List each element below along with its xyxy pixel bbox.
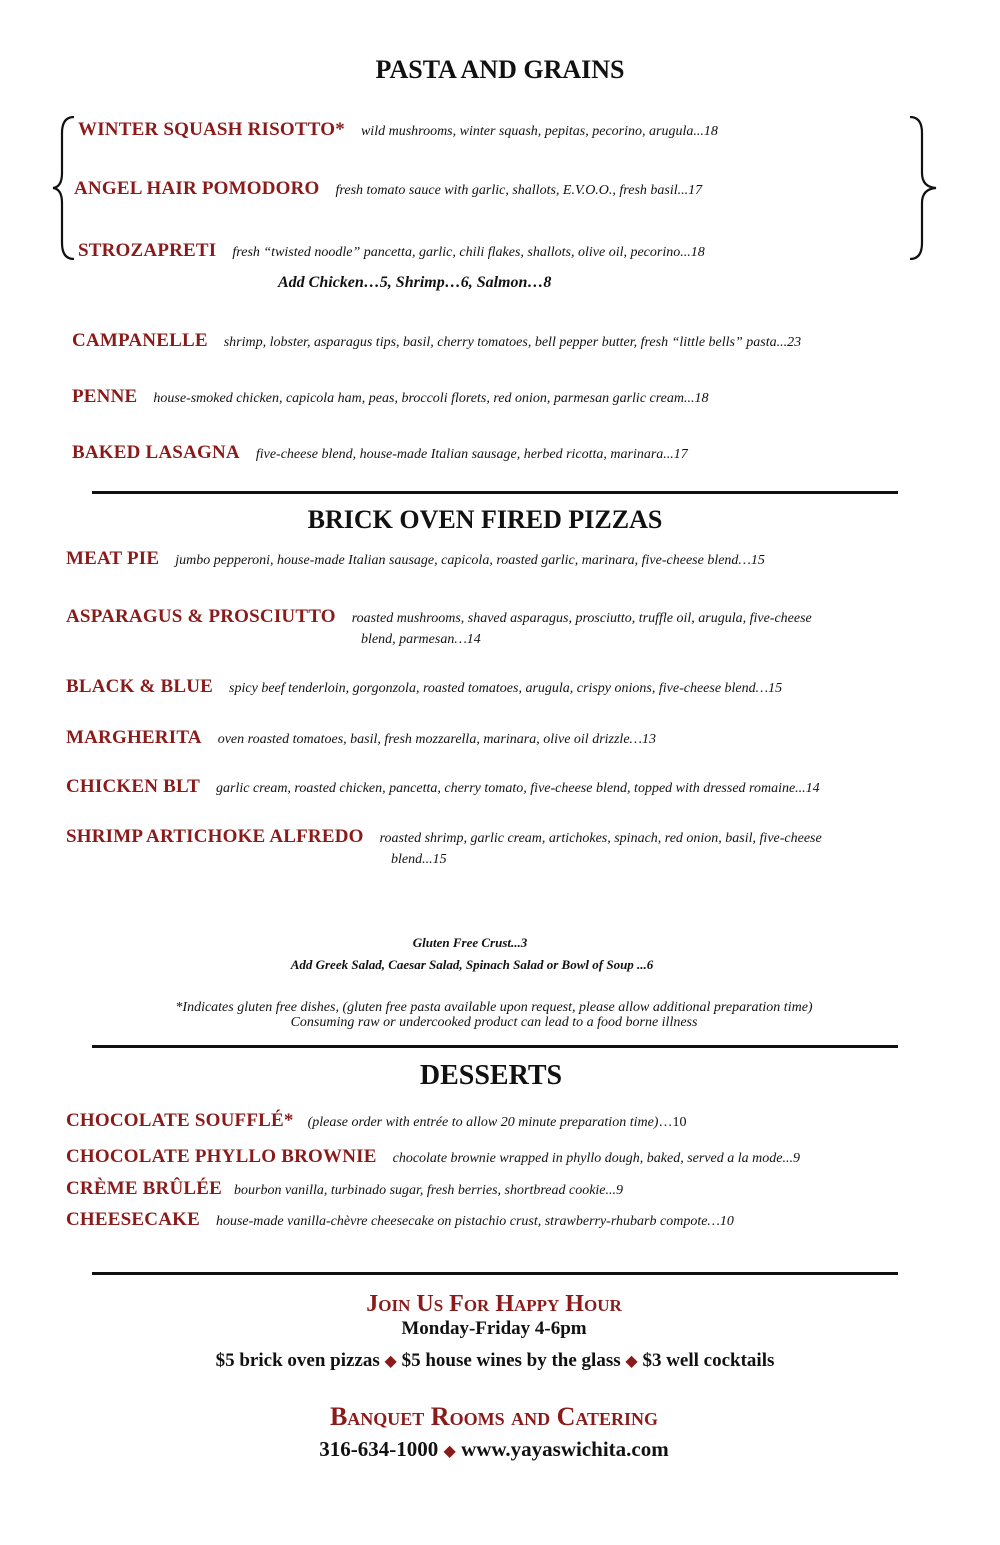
menu-item <box>72 386 709 408</box>
menu-item <box>66 1209 734 1231</box>
item-name: SHRIMP ARTICHOKE ALFREDO <box>66 826 364 847</box>
gluten-free-crust: Gluten Free Crust...3 <box>412 935 528 950</box>
happy-hour-heading: Join Us For Happy Hour <box>366 1291 622 1317</box>
item-desc: roasted shrimp, garlic cream, artichokes, spinach, red onion, basil, five-cheese <box>379 831 822 846</box>
add-salad-note: Add Greek Salad, Caesar Salad, Spinach Salad or Bowl of Soup ...6 <box>290 957 654 972</box>
right-brace-icon <box>906 115 940 261</box>
happy-hour-deals <box>0 1350 995 1372</box>
item-desc: bourbon vanilla, turbinado sugar, fresh berries, shortbread cookie...9 <box>234 1183 624 1198</box>
item-desc: jumbo pepperoni, house-made Italian sausage, capicola, roasted garlic, marinara, five-cheese blend…15 <box>175 553 765 568</box>
menu-item <box>66 606 812 628</box>
item-name: ANGEL HAIR POMODORO <box>74 178 320 199</box>
item-name: CRÈME BRÛLÉE <box>66 1178 223 1199</box>
section-divider <box>92 1045 898 1048</box>
item-desc: fresh “twisted noodle” pancetta, garlic, chili flakes, shallots, olive oil, pecorino...18 <box>232 245 705 260</box>
item-price: …10 <box>658 1115 687 1130</box>
menu-item <box>66 676 782 698</box>
item-desc: house-smoked chicken, capicola ham, peas, broccoli florets, red onion, parmesan garlic cream...18 <box>153 391 709 406</box>
item-desc: five-cheese blend, house-made Italian sausage, herbed ricotta, marinara...17 <box>255 447 688 462</box>
menu-item <box>66 727 656 749</box>
menu-item <box>66 776 820 798</box>
banquet-heading: Banquet Rooms and Catering <box>329 1402 659 1431</box>
item-name: CHOCOLATE PHYLLO BROWNIE <box>66 1146 377 1167</box>
item-name: CHOCOLATE SOUFFLÉ* <box>66 1110 294 1131</box>
item-name: BAKED LASAGNA <box>72 442 240 463</box>
item-name: WINTER SQUASH RISOTTO* <box>78 119 345 140</box>
menu-item <box>78 119 718 141</box>
deal-pizzas: $5 brick oven pizzas <box>215 1350 380 1371</box>
item-desc-continued: blend...15 <box>391 852 447 867</box>
pasta-heading: PASTA AND GRAINS <box>375 55 625 84</box>
item-desc: spicy beef tenderloin, gorgonzola, roasted tomatoes, arugula, crispy onions, five-cheese blend…15 <box>229 681 783 696</box>
section-divider <box>92 491 898 494</box>
raw-food-disclaimer: Consuming raw or undercooked product can lead to a food borne illness <box>290 1015 698 1030</box>
item-desc: fresh tomato sauce with garlic, shallots, E.V.O.O., fresh basil...17 <box>335 183 703 198</box>
menu-item <box>66 548 765 570</box>
section-divider <box>92 1272 898 1275</box>
menu-item <box>74 178 702 200</box>
item-name: CHEESECAKE <box>66 1209 200 1230</box>
diamond-icon: ◆ <box>625 1353 638 1370</box>
website-link[interactable]: www.yayaswichita.com <box>461 1437 669 1461</box>
diamond-icon: ◆ <box>443 1443 456 1460</box>
phone-number[interactable]: 316-634-1000 <box>319 1437 439 1461</box>
item-desc: chocolate brownie wrapped in phyllo dough, baked, served a la mode...9 <box>392 1151 800 1166</box>
menu-item <box>72 330 801 352</box>
gluten-disclaimer: *Indicates gluten free dishes, (gluten free pasta available upon request, please allow additional preparation time) <box>175 1000 813 1015</box>
diamond-icon: ◆ <box>384 1353 397 1370</box>
item-desc: (please order with entrée to allow 20 minute preparation time) <box>307 1115 659 1130</box>
item-name: BLACK & BLUE <box>66 676 214 697</box>
item-name: PENNE <box>72 386 138 407</box>
deal-cocktails: $3 well cocktails <box>642 1350 775 1371</box>
desserts-heading: DESSERTS <box>419 1060 563 1091</box>
menu-item <box>66 1110 686 1132</box>
pasta-addons: Add Chicken…5, Shrimp…6, Salmon…8 <box>278 274 552 291</box>
pizza-heading: BRICK OVEN FIRED PIZZAS <box>307 505 663 534</box>
menu-item <box>66 1178 623 1200</box>
item-desc: house-made vanilla-chèvre cheesecake on pistachio crust, strawberry-rhubarb compote…10 <box>215 1214 734 1229</box>
item-desc: roasted mushrooms, shaved asparagus, prosciutto, truffle oil, arugula, five-cheese <box>351 611 812 626</box>
menu-item <box>72 442 688 464</box>
item-desc: shrimp, lobster, asparagus tips, basil, cherry tomatoes, bell pepper butter, fresh “little bells” pasta...23 <box>223 335 802 350</box>
contact-line <box>0 1437 994 1462</box>
item-desc-continued: blend, parmesan…14 <box>361 632 481 647</box>
menu-item <box>66 826 822 848</box>
item-name: CHICKEN BLT <box>66 776 201 797</box>
item-desc: wild mushrooms, winter squash, pepitas, pecorino, arugula...18 <box>360 124 718 139</box>
menu-item <box>78 240 705 262</box>
item-name: CAMPANELLE <box>72 330 208 351</box>
menu-item <box>66 1146 800 1168</box>
item-desc: garlic cream, roasted chicken, pancetta, cherry tomato, five-cheese blend, topped with dressed romaine...14 <box>216 781 820 796</box>
happy-hour-times: Monday-Friday 4-6pm <box>401 1318 587 1339</box>
item-name: MEAT PIE <box>66 548 160 569</box>
item-desc: oven roasted tomatoes, basil, fresh mozzarella, marinara, olive oil drizzle…13 <box>217 732 656 747</box>
deal-wines: $5 house wines by the glass <box>401 1350 621 1371</box>
item-name: MARGHERITA <box>66 727 202 748</box>
item-name: STROZAPRETI <box>78 240 217 261</box>
item-name: ASPARAGUS & PROSCIUTTO <box>66 606 336 627</box>
